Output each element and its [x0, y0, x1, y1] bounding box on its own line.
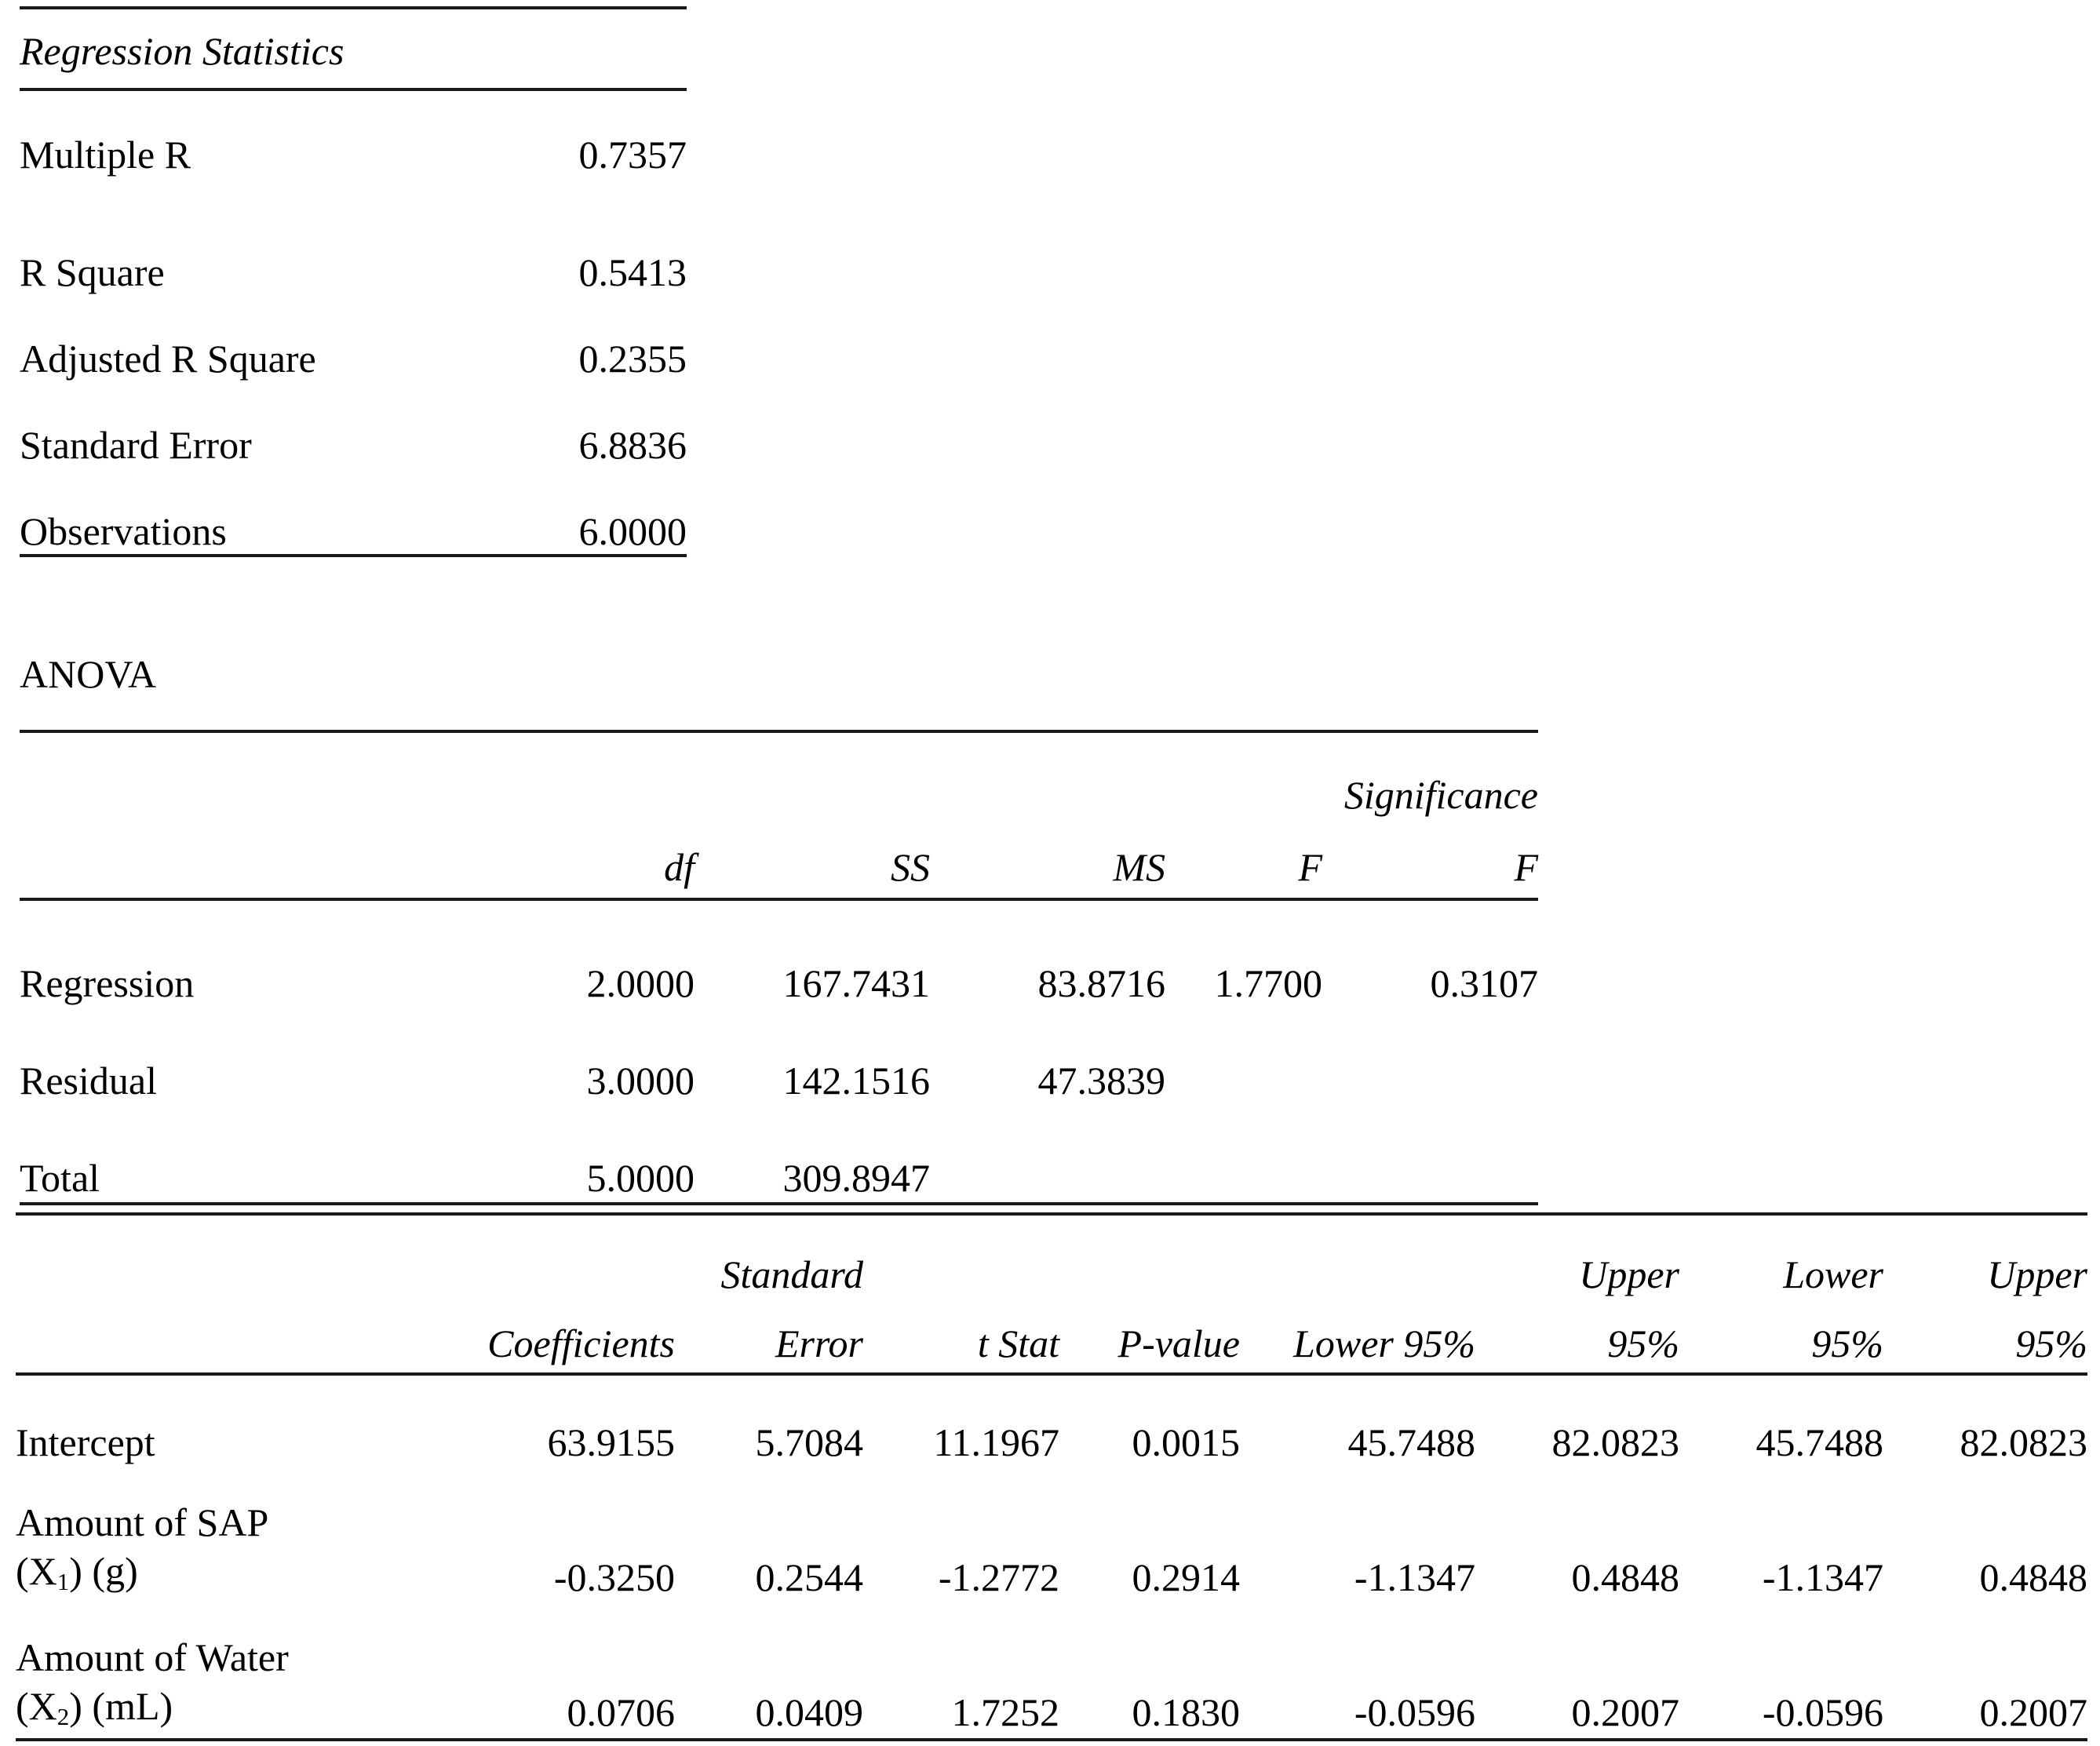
table-row [20, 381, 687, 468]
anova-cell-df: 2.0000 [586, 961, 695, 1005]
table-row [16, 1468, 2087, 1603]
coef-row-name-line2-pre: (X [16, 1548, 57, 1593]
anova-caption: ANOVA [20, 652, 157, 696]
anova-cell-ms: 83.8716 [1037, 961, 1165, 1005]
table-row [16, 1374, 2087, 1468]
coef-row-name-subscript: 2 [57, 1702, 70, 1730]
coef-header-lower95-b-line2: 95% [1679, 1303, 1883, 1374]
stat-value: 0.5413 [578, 250, 687, 294]
coef-cell-t-stat: 1.7252 [863, 1603, 1059, 1740]
coef-cell-lower95-b: -1.1347 [1762, 1555, 1883, 1599]
coef-row-name-line2 [16, 1547, 424, 1597]
table-row [20, 899, 1538, 1008]
coef-cell-upper95-a: 0.4848 [1571, 1555, 1679, 1599]
anova-header-ss: SS [695, 826, 930, 899]
coef-cell-lower95-a: 45.7488 [1347, 1420, 1475, 1464]
coefficients-header-upper-row [16, 1214, 2087, 1303]
regression-statistics-table [20, 6, 687, 557]
coef-cell-p-value: 0.1830 [1059, 1603, 1240, 1740]
anova-cell-ms [930, 1105, 1165, 1204]
anova-row-name: Regression [20, 961, 195, 1005]
coef-header-upper95-a-line2: 95% [1475, 1303, 1679, 1374]
coef-header-coefficients-spacer [424, 1214, 675, 1303]
coef-row-name-line2-post: ) (mL) [69, 1683, 173, 1728]
coef-header-standard-error-line2: Error [675, 1303, 863, 1374]
coef-header-t-stat: t Stat [863, 1303, 1059, 1374]
anova-cell-ss: 309.8947 [695, 1105, 930, 1204]
anova-header-significance-f-line1: Significance [1322, 731, 1538, 826]
anova-row-name: Total [20, 1105, 490, 1204]
coef-cell-standard-error: 0.0409 [675, 1603, 863, 1740]
coef-header-upper95-b-line1: Upper [1883, 1214, 2087, 1303]
coef-cell-coefficients: 63.9155 [547, 1420, 675, 1464]
coef-header-standard-error-line1: Standard [675, 1214, 863, 1303]
anova-header-f: F [1165, 826, 1322, 899]
coef-cell-t-stat: -1.2772 [938, 1555, 1059, 1599]
coef-cell-upper95-b: 0.2007 [1883, 1603, 2087, 1740]
coef-row-name-line1: Amount of Water [16, 1635, 289, 1679]
coef-row-name-line2 [16, 1682, 424, 1732]
coef-cell-coefficients: -0.3250 [553, 1555, 675, 1599]
stat-label: Observations [20, 468, 459, 556]
anova-cell-df: 5.0000 [490, 1105, 695, 1204]
coef-header-lower95-a-spacer [1240, 1214, 1475, 1303]
stat-label: Multiple R [20, 133, 191, 177]
anova-cell-f [1165, 1105, 1322, 1204]
anova-cell-ms: 47.3839 [1037, 1059, 1165, 1103]
coef-header-upper95-b-line2: 95% [1883, 1303, 2087, 1374]
coef-row-name-line1: Amount of SAP [16, 1500, 269, 1544]
coef-row-name-line2-pre: (X [16, 1683, 57, 1728]
table-row [20, 468, 687, 556]
anova-header-ms-spacer [930, 731, 1165, 826]
anova-header-df-spacer [490, 731, 695, 826]
anova-header-upper-row [20, 731, 1538, 826]
table-row [20, 1105, 1538, 1204]
coef-cell-upper95-b: 0.4848 [1979, 1555, 2087, 1599]
anova-cell-ss: 142.1516 [782, 1059, 930, 1103]
coef-header-lower95-a: Lower 95% [1240, 1303, 1475, 1374]
coefficients-header-row [16, 1303, 2087, 1374]
stat-label: R Square [20, 250, 165, 294]
stat-label: Adjusted R Square [20, 337, 316, 381]
anova-header-df: df [490, 826, 695, 899]
stat-label: Standard Error [20, 423, 252, 467]
coef-cell-p-value: 0.2914 [1132, 1555, 1240, 1599]
coef-header-name [16, 1303, 424, 1374]
stat-value: 6.8836 [578, 423, 687, 467]
coef-cell-coefficients: 0.0706 [424, 1603, 675, 1740]
coefficients-table [16, 1212, 2087, 1741]
coef-header-p-value-spacer [1059, 1214, 1240, 1303]
coef-cell-standard-error: 0.2544 [755, 1555, 863, 1599]
anova-header-ss-spacer [695, 731, 930, 826]
anova-row-name: Residual [20, 1059, 157, 1103]
coef-header-t-stat-spacer [863, 1214, 1059, 1303]
anova-header-significance-f-line2: F [1322, 826, 1538, 899]
coef-row-name-subscript: 1 [57, 1567, 70, 1595]
coef-row-name [16, 1468, 424, 1603]
anova-header-row [20, 826, 1538, 899]
anova-table [20, 730, 1538, 1205]
table-row [20, 1008, 1538, 1105]
coef-header-lower95-b-line1: Lower [1679, 1214, 1883, 1303]
coef-row-name-line2-post: ) (g) [69, 1548, 138, 1593]
anova-cell-significance-f: 0.3107 [1430, 961, 1538, 1005]
coef-cell-t-stat: 11.1967 [933, 1420, 1059, 1464]
coef-cell-upper95-a: 82.0823 [1551, 1420, 1679, 1464]
coef-header-name-spacer [16, 1214, 424, 1303]
anova-cell-significance-f [1322, 1105, 1538, 1204]
coef-row-name: Intercept [16, 1420, 155, 1464]
coef-row-name [16, 1603, 424, 1740]
coef-header-coefficients: Coefficients [424, 1303, 675, 1374]
regression-statistics-title: Regression Statistics [20, 8, 687, 89]
regression-statistics-title-row [20, 8, 687, 89]
table-row [16, 1603, 2087, 1740]
table-row [20, 89, 687, 177]
table-row [20, 295, 687, 381]
coef-cell-lower95-b: -0.0596 [1679, 1603, 1883, 1740]
anova-header-name-spacer [20, 731, 490, 826]
coef-cell-lower95-a: -1.1347 [1354, 1555, 1475, 1599]
anova-cell-significance-f [1322, 1008, 1538, 1105]
stat-value: 0.7357 [578, 133, 687, 177]
coef-header-p-value: P-value [1059, 1303, 1240, 1374]
stat-value: 6.0000 [459, 468, 687, 556]
coef-cell-lower95-a: -0.0596 [1240, 1603, 1475, 1740]
anova-header-ms: MS [930, 826, 1165, 899]
anova-header-name [20, 826, 490, 899]
anova-header-f-spacer [1165, 731, 1322, 826]
anova-cell-f [1165, 1008, 1322, 1105]
coef-cell-standard-error: 5.7084 [755, 1420, 863, 1464]
coef-cell-upper95-b: 82.0823 [1960, 1420, 2087, 1464]
coef-cell-p-value: 0.0015 [1132, 1420, 1240, 1464]
anova-cell-ss: 167.7431 [782, 961, 930, 1005]
coef-cell-lower95-b: 45.7488 [1755, 1420, 1883, 1464]
stat-value: 0.2355 [578, 337, 687, 381]
anova-cell-df: 3.0000 [586, 1059, 695, 1103]
table-row [20, 177, 687, 295]
anova-cell-f: 1.7700 [1214, 961, 1322, 1005]
coef-header-upper95-a-line1: Upper [1475, 1214, 1679, 1303]
coef-cell-upper95-a: 0.2007 [1475, 1603, 1679, 1740]
